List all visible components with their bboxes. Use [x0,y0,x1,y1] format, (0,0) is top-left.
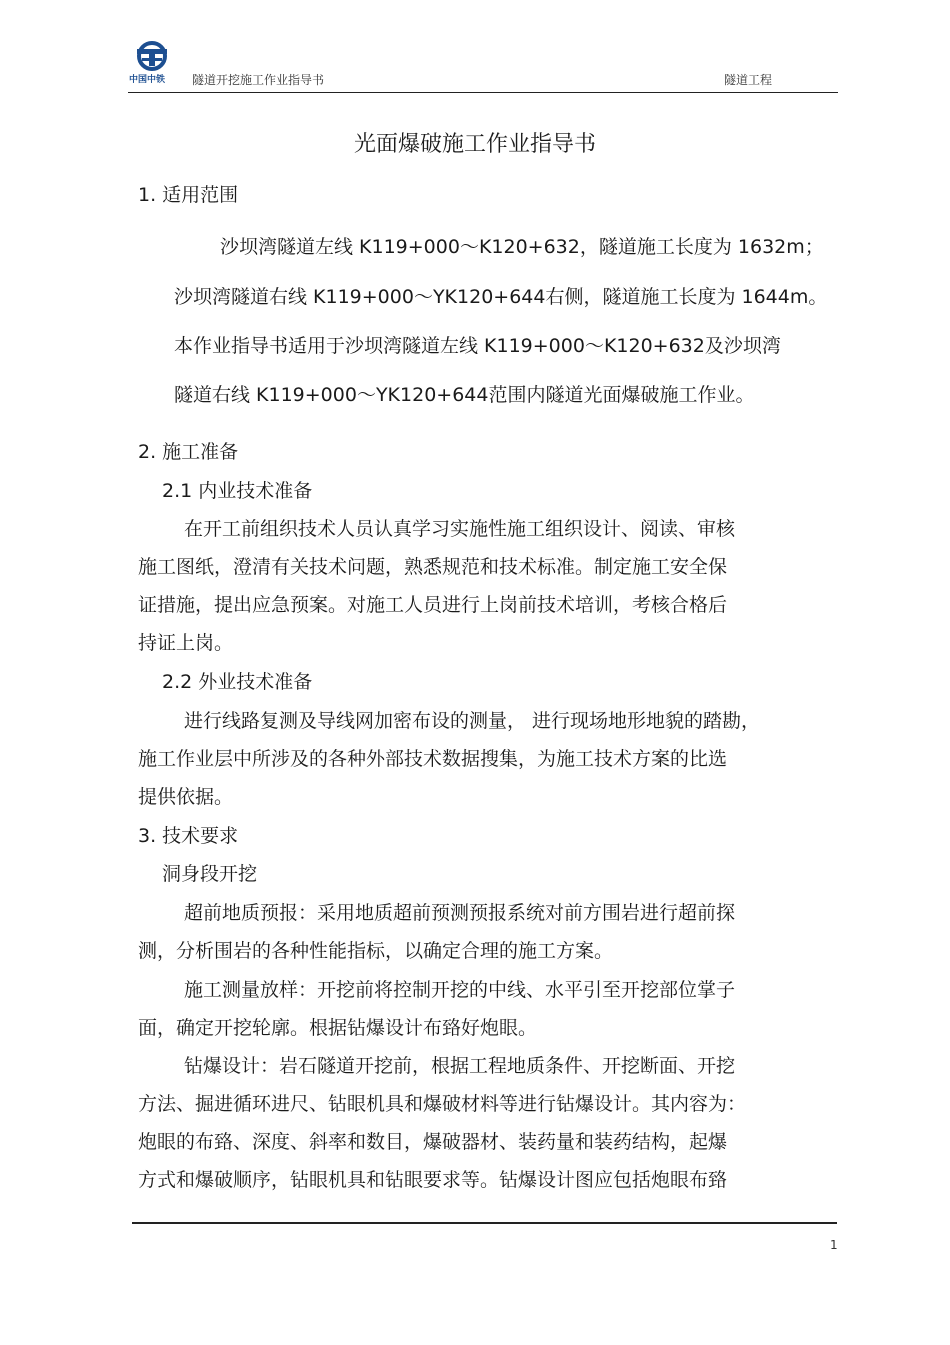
paragraph-line: 本作业指导书适用于沙坝湾隧道左线 K119+000～K120+632及沙坝湾 [174,335,781,357]
paragraph-line: 施工测量放样：开挖前将控制开挖的中线、水平引至开挖部位掌子 [184,979,736,1001]
paragraph-line: 钻爆设计：岩石隧道开挖前，根据工程地质条件、开挖断面、开挖 [184,1055,736,1077]
section-1-heading: 1. 适用范围 [138,184,239,206]
subsection-heading: 洞身段开挖 [162,863,258,885]
header-doc-name: 隧道开挖施工作业指导书 [192,73,325,87]
paragraph-line: 在开工前组织技术人员认真学习实施性施工组织设计、阅读、审核 [184,518,736,540]
paragraph-line: 施工图纸，澄清有关技术问题，熟悉规范和技术标准。制定施工安全保 [138,556,728,578]
section-3-heading: 3. 技术要求 [138,825,239,847]
paragraph-line: 方式和爆破顺序，钻眼机具和钻眼要求等。钻爆设计图应包括炮眼布臵 [138,1169,728,1191]
paragraph-line: 方法、掘进循环进尺、钻眼机具和爆破材料等进行钻爆设计。其内容为： [138,1093,747,1115]
paragraph-line: 炮眼的布臵、深度、斜率和数目，爆破器材、装药量和装药结构，起爆 [138,1131,728,1153]
paragraph-line: 超前地质预报：采用地质超前预测预报系统对前方围岩进行超前探 [184,902,736,924]
document-title: 光面爆破施工作业指导书 [353,132,596,157]
paragraph-line: 隧道右线 K119+000～YK120+644范围内隧道光面爆破施工作业。 [174,384,755,406]
subsection-2-2-heading: 2.2 外业技术准备 [162,671,313,693]
paragraph-line: 面，确定开挖轮廓。根据钻爆设计布臵好炮眼。 [138,1017,538,1039]
header-rule [128,92,838,93]
paragraph-line: 沙坝湾隧道右线 K119+000～YK120+644右侧，隧道施工长度为 1644m。 [174,286,828,308]
footer-rule [132,1222,837,1224]
logo-text: 中国中铁 [129,75,166,85]
paragraph-line: 测，分析围岩的各种性能指标，以确定合理的施工方案。 [138,940,614,962]
header-section: 隧道工程 [724,73,773,87]
section-2-heading: 2. 施工准备 [138,441,239,463]
paragraph-line: 施工作业层中所涉及的各种外部技术数据搜集，为施工技术方案的比选 [138,748,728,770]
paragraph-line: 沙坝湾隧道左线 K119+000～K120+632，隧道施工长度为 1632m； [220,236,824,258]
paragraph-line: 进行线路复测及导线网加密布设的测量， 进行现场地形地貌的踏勘， [184,710,761,732]
paragraph-line: 持证上岗。 [138,632,234,654]
page-number: 1 [830,1238,838,1252]
paragraph-line: 提供依据。 [138,786,234,808]
subsection-2-1-heading: 2.1 内业技术准备 [162,480,313,502]
paragraph-line: 证措施，提出应急预案。对施工人员进行上岗前技术培训，考核合格后 [138,594,728,616]
